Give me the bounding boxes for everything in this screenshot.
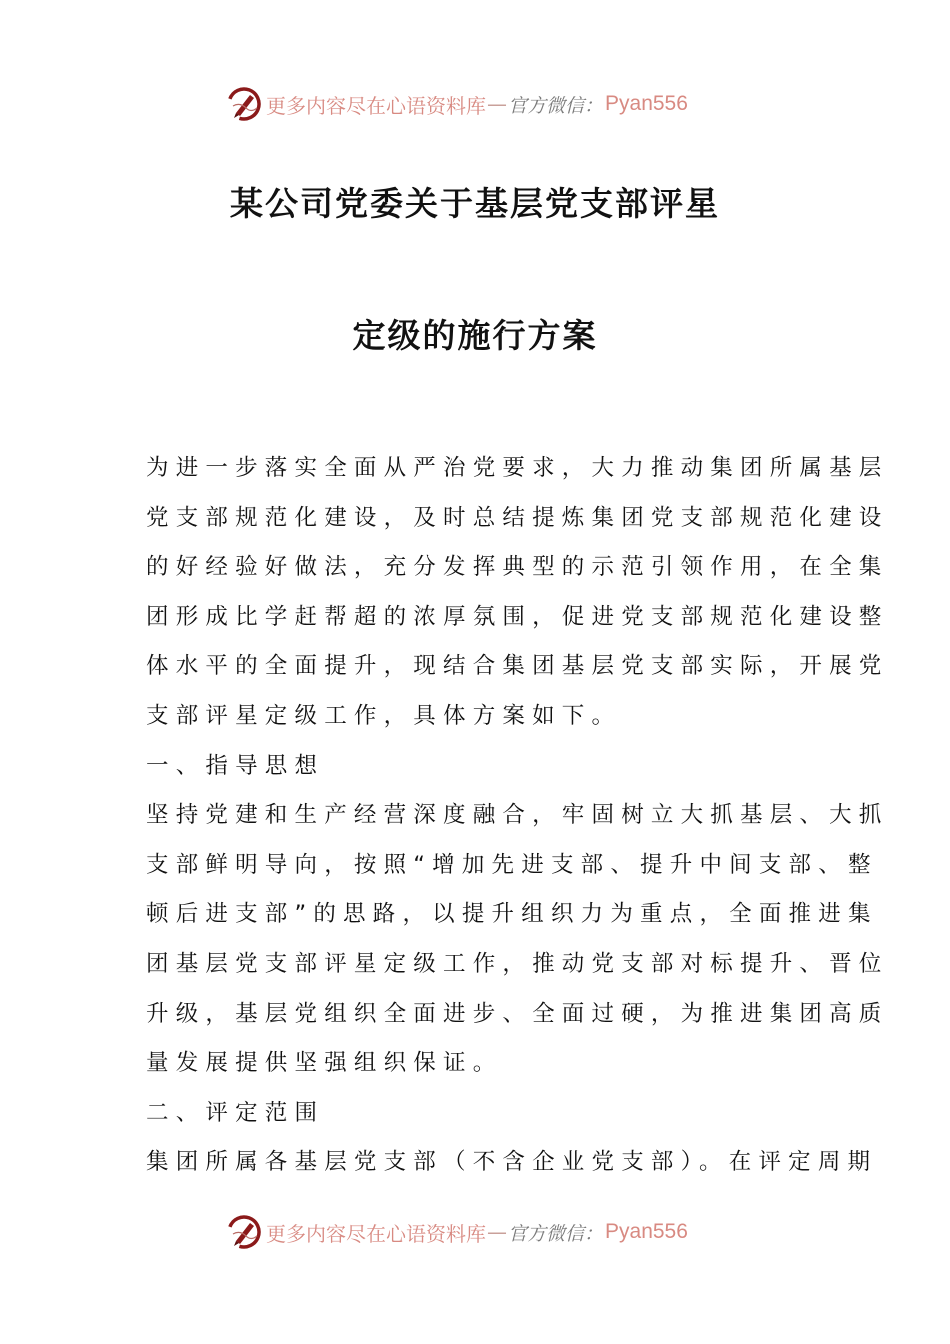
body-line: 升级，基层党组织全面进步、全面过硬，为推进集团高质 (146, 1000, 889, 1027)
section-heading-guiding-ideology: 一、指导思想 (146, 752, 325, 779)
quill-pen-logo-icon (226, 1214, 262, 1250)
watermark-dash: — (487, 1220, 507, 1244)
watermark-wechat-id: Pyan556 (605, 1220, 688, 1243)
quill-pen-logo-icon (226, 86, 262, 122)
document-title-line-1: 某公司党委关于基层党支部评星 (230, 184, 720, 223)
watermark-dash: — (487, 92, 507, 116)
body-line: 为进一步落实全面从严治党要求，大力推动集团所属基层 (146, 455, 889, 481)
footer-watermark (226, 1212, 688, 1252)
body-line: 量发展提供坚强组织保证。 (146, 1050, 503, 1077)
body-line: 团基层党支部评星定级工作，推动党支部对标提升、晋位 (146, 950, 889, 977)
body-line: 的好经验好做法，充分发挥典型的示范引领作用，在全集 (146, 554, 889, 581)
header-watermark (226, 84, 688, 124)
watermark-main-text: 更多内容尽在心语资料库 (266, 1221, 486, 1246)
body-line: 党支部规范化建设，及时总结提炼集团党支部规范化建设 (146, 504, 889, 531)
body-line: 支部评星定级工作，具体方案如下。 (146, 702, 622, 729)
body-line: 体水平的全面提升，现结合集团基层党支部实际，开展党 (146, 653, 889, 680)
watermark-wechat-label: 官方微信： (508, 94, 604, 117)
body-line: 团形成比学赶帮超的浓厚氛围，促进党支部规范化建设整 (146, 603, 889, 630)
body-line: 支部鲜明导向，按照“增加先进支部、提升中间支部、整 (146, 851, 878, 878)
body-line: 顿后进支部”的思路，以提升组织力为重点，全面推进集 (146, 901, 878, 928)
body-line: 集团所属各基层党支部（不含企业党支部）。在评定周期 (146, 1149, 878, 1176)
document-body (146, 444, 889, 1188)
watermark-wechat-id: Pyan556 (605, 92, 688, 115)
watermark-main-text: 更多内容尽在心语资料库 (266, 93, 486, 118)
watermark-wechat-label: 官方微信： (508, 1222, 604, 1245)
section-heading-scope: 二、评定范围 (146, 1099, 325, 1126)
document-title-line-2: 定级的施行方案 (352, 316, 598, 355)
body-line: 坚持党建和生产经营深度融合，牢固树立大抓基层、大抓 (146, 802, 889, 829)
